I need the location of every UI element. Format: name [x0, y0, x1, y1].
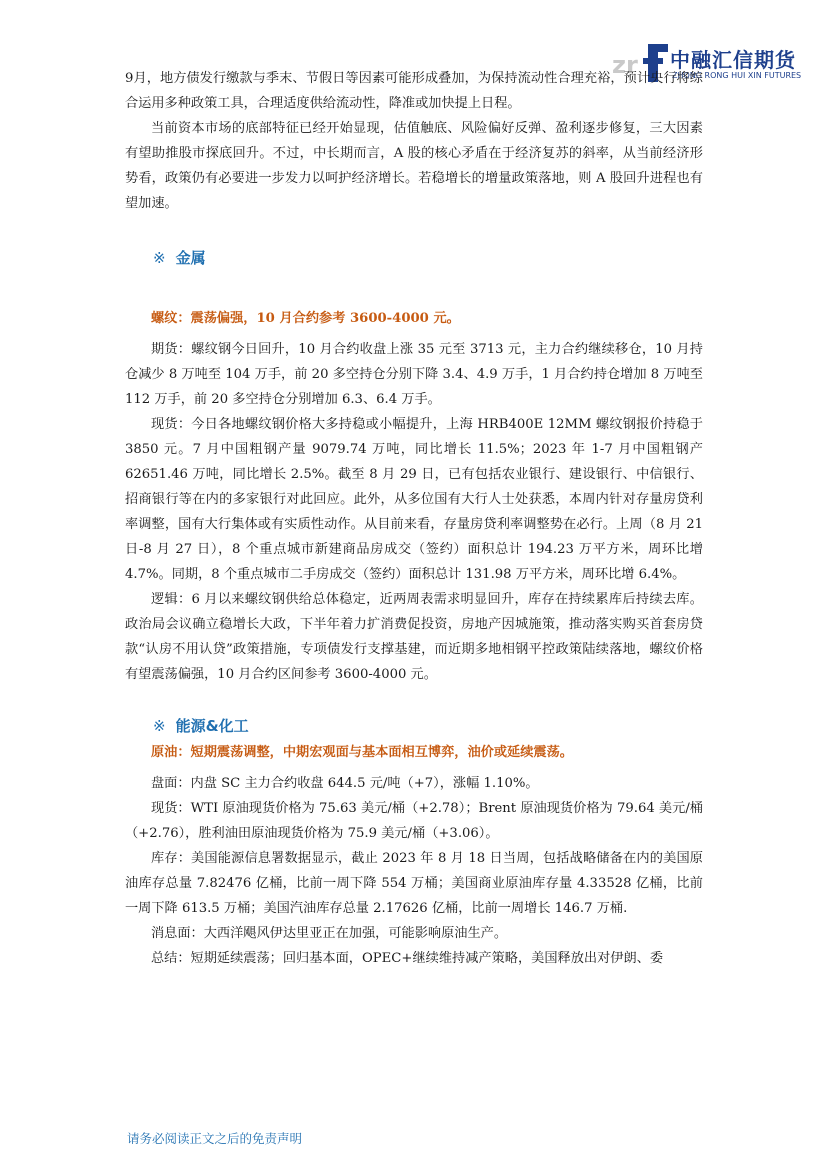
- logo-text-en: ZHONG RONG HUI XIN FUTURES: [672, 71, 802, 80]
- reference-mark-icon: ※: [153, 249, 166, 267]
- logo-text-cn: 中融汇信期货: [670, 48, 796, 72]
- reference-mark-icon: ※: [153, 717, 166, 735]
- section-heading-metals: [125, 247, 703, 268]
- rebar-logic-paragraph: 逻辑：6 月以来螺纹钢供给总体稳定，近两周表需求明显回升，库存在持续累库后持续去库。政治局会议确立稳增长大政，下半年着力扩消费促投资，房地产因城施策，推动落实购买首套房贷款“认房不用认贷”政策措施，专项债发行支撑基建，而近期多地相钢平控政策陆续落地，螺纹价格有望震荡偏强，10 月合约区间参考 3600-4000 元。: [125, 592, 703, 682]
- section-title: 金属: [175, 249, 206, 267]
- rebar-spot-paragraph: 现货：今日各地螺纹钢价格大多持稳或小幅提升，上海 HRB400E 12MM 螺纹钢报价持稳于 3850 元。7 月中国粗钢产量 9079.74 万吨，同比增长 11.5%；2023 年 1-7 月中国粗钢产 62651.46 万吨，同比增长 2.5%。截至 8 月 29 日，已有包括农业银行、建设银行、中信银行、招商银行等在内的多家银行对此回应。此外，从多位国有大行人士处获悉，本周内针对存量房贷利率调整，国有大行集体或有实质性动作。从目前来看，存量房贷利率调整势在必行。上周（8 月 21 日-8 月 27 日），8 个重点城市新建商品房成交（签约）面积总计 194.23 万平方米，周环比增 4.7%。同期，8 个重点城市二手房成交（签约）面积总计 131.98 万平方米，周环比增 6.4%。: [125, 417, 703, 582]
- section-title: 能源&化工: [175, 717, 249, 735]
- svg-text:zr: zr: [612, 51, 638, 79]
- disclaimer-footer: 请务必阅读正文之后的免责声明: [127, 1131, 303, 1146]
- rebar-futures-paragraph: 期货：螺纹钢今日回升，10 月合约收盘上涨 35 元至 3713 元，主力合约继续移仓，10 月持仓减少 8 万吨至 104 万手，前 20 多空持仓分别下降 3.4、4.9 万手，1 月合约持仓增加 8 万吨至 112 万手，前 20 多空持仓分别增加 6.3、6.4 万手。: [125, 342, 703, 407]
- section-heading-energy: [125, 715, 703, 736]
- report-body: [125, 66, 703, 971]
- intro-paragraph-2: 当前资本市场的底部特征已经开始显现，估值触底、风险偏好反弹、盈利逐步修复，三大因素有望助推股市探底回升。不过，中长期而言，A 股的核心矛盾在于经济复苏的斜率，从当前经济形势看，政策仍有必要进一步发力以呵护经济增长。若稳增长的增量政策落地，则 A 股回升进程也有望加速。: [125, 121, 703, 211]
- intro-paragraph-1: 9月，地方债发行缴款与季末、节假日等因素可能形成叠加，为保持流动性合理充裕，预计央行将综合运用多种政策工具，合理适度供给流动性，降准或加快提上日程。: [125, 71, 703, 111]
- rebar-subheading: 螺纹：震荡偏强，10 月合约参考 3600-4000 元。: [151, 311, 460, 326]
- crude-spot-paragraph: 现货：WTI 原油现货价格为 75.63 美元/桶（+2.78）；Brent 原油现货价格为 79.64 美元/桶（+2.76），胜利油田原油现货价格为 75.9 美元/桶（+3.06）。: [125, 801, 703, 841]
- crude-summary-paragraph: 总结：短期延续震荡；回归基本面，OPEC+继续维持减产策略，美国释放出对伊朗、委: [151, 951, 664, 966]
- crude-news-paragraph: 消息面：大西洋飓风伊达里亚正在加强，可能影响原油生产。: [151, 926, 508, 941]
- crude-subheading: 原油：短期震荡调整，中期宏观面与基本面相互博弈，油价或延续震荡。: [151, 745, 573, 760]
- crude-inventory-paragraph: 库存：美国能源信息署数据显示，截止 2023 年 8 月 18 日当周，包括战略储备在内的美国原油库存总量 7.82476 亿桶，比前一周下降 554 万桶；美国商业原油库存量 4.33528 亿桶，比前一周下降 613.5 万桶；美国汽油库存总量 2.17626 亿桶，比前一周增长 146.7 万桶.: [125, 851, 703, 916]
- crude-market-paragraph: 盘面：内盘 SC 主力合约收盘 644.5 元/吨（+7），涨幅 1.10%。: [151, 776, 539, 791]
